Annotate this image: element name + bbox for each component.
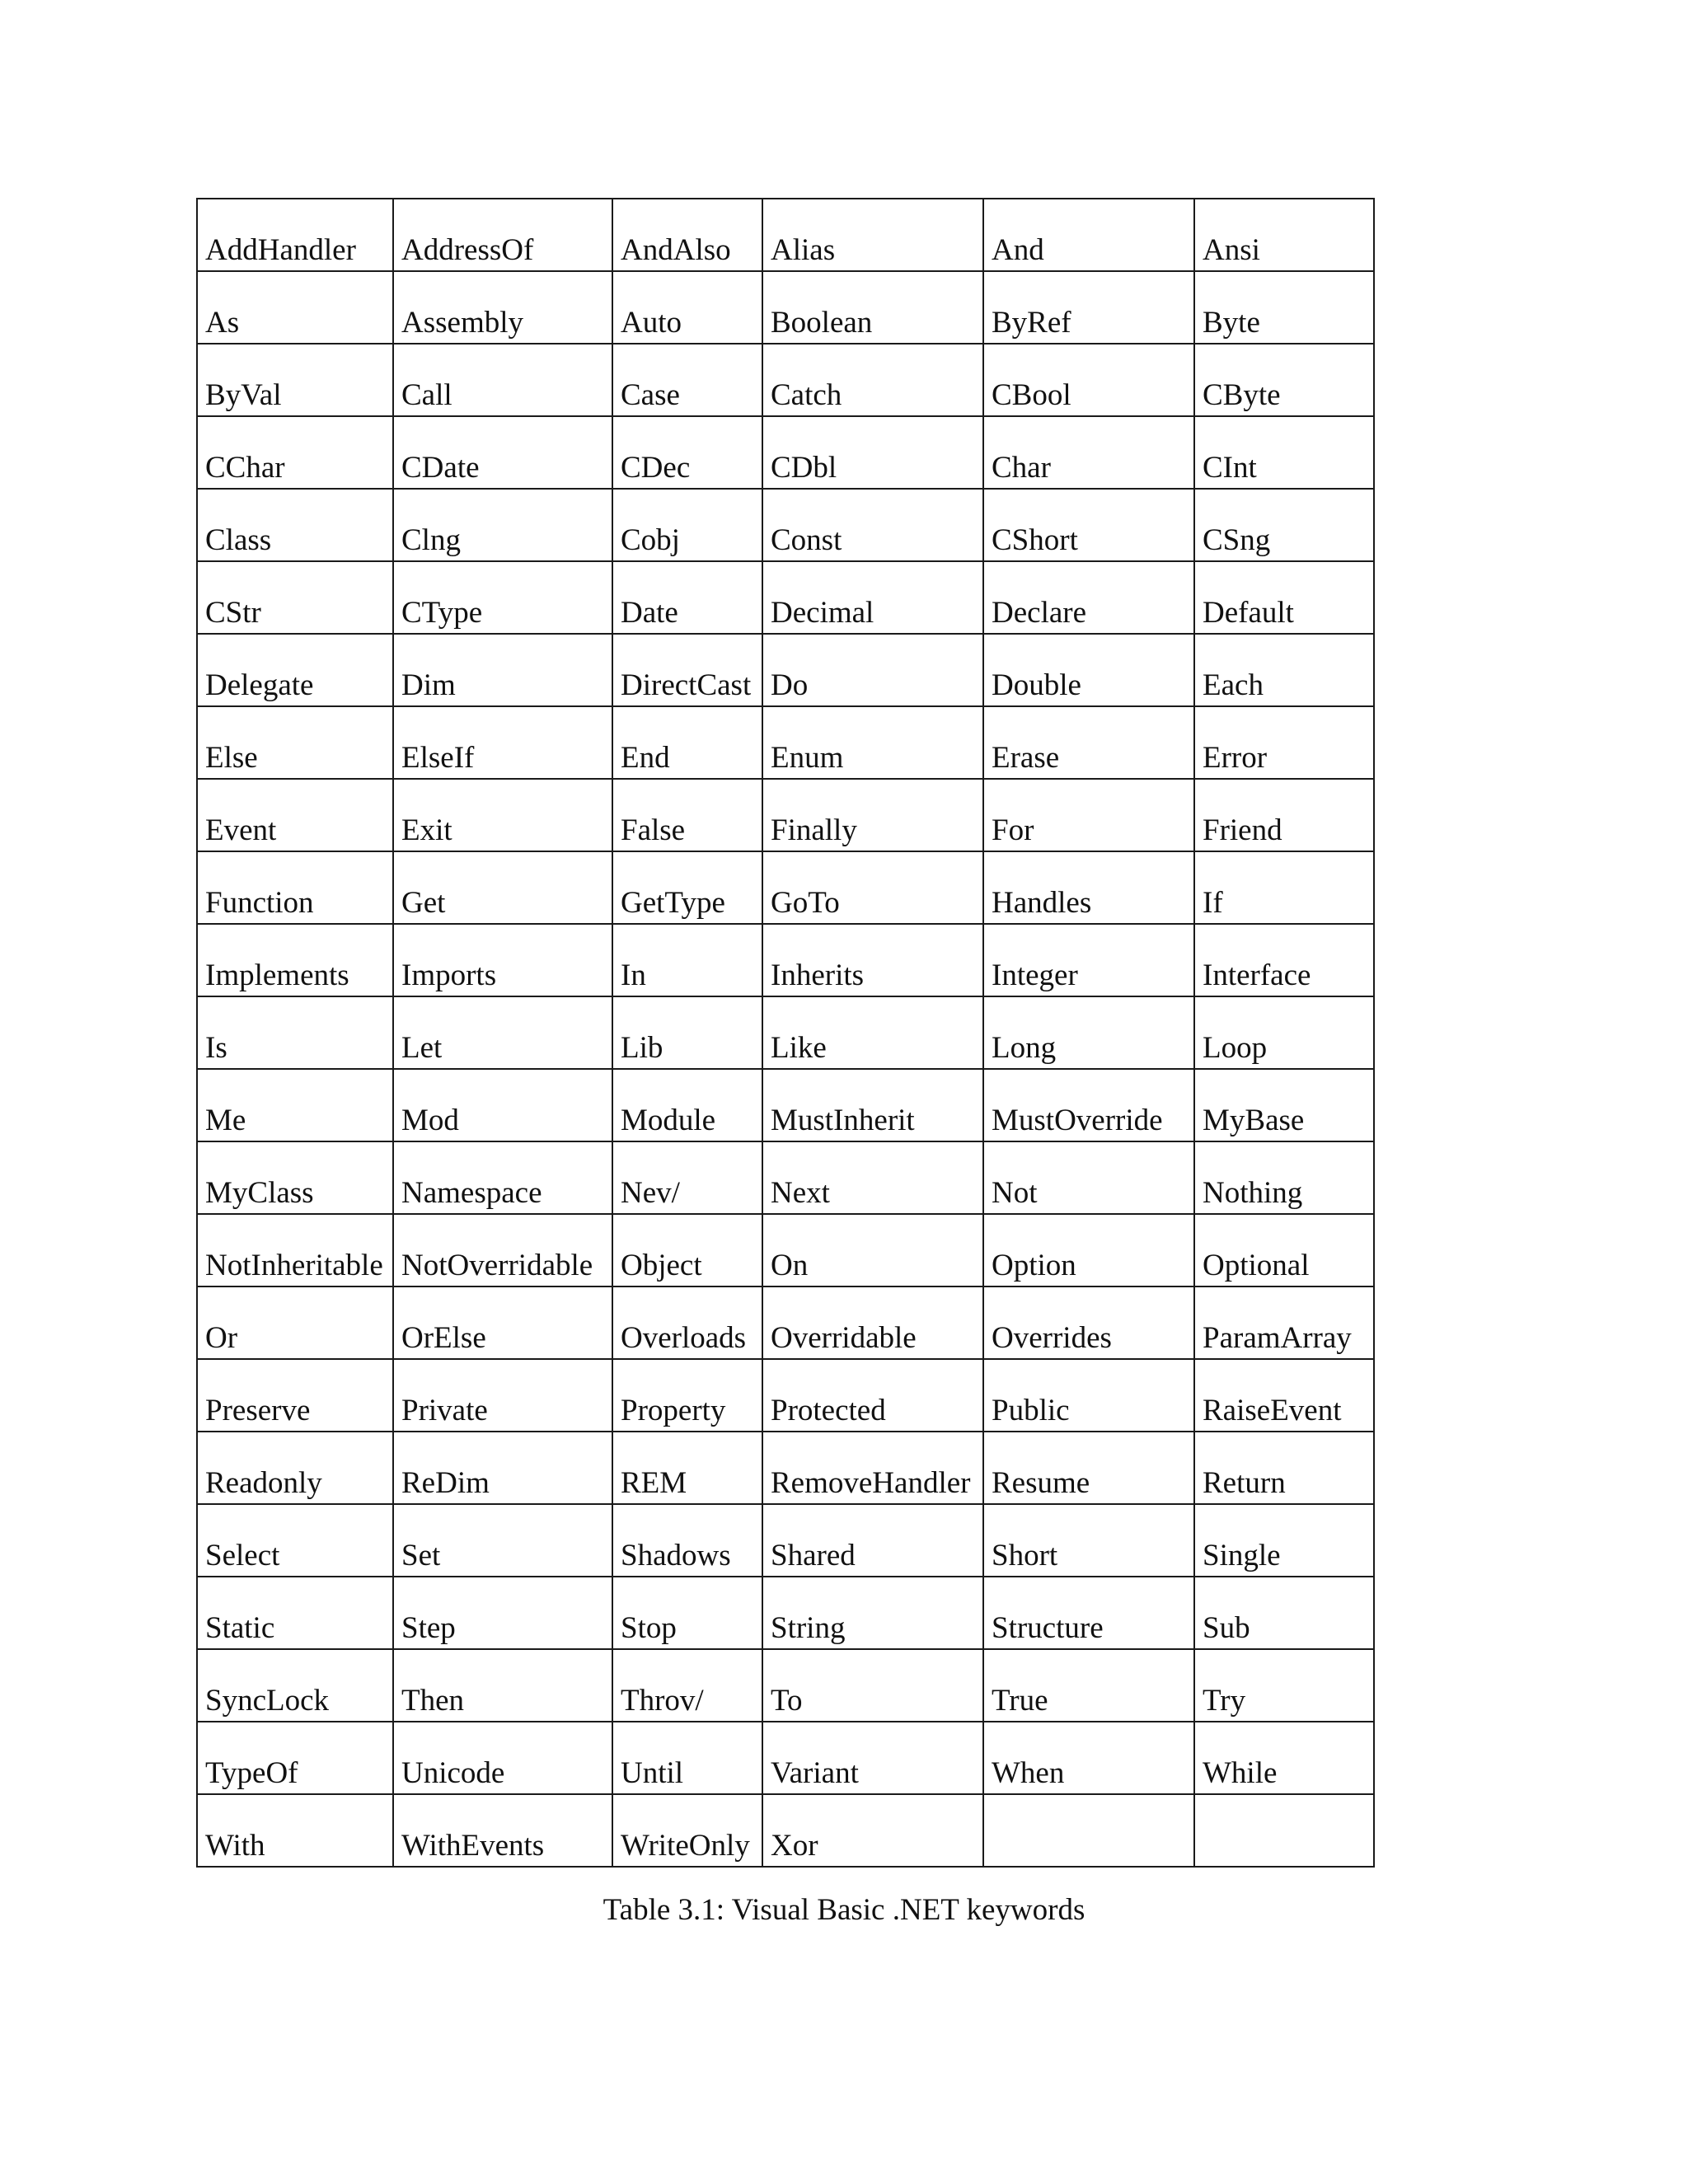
- table-cell: CSng: [1194, 489, 1374, 561]
- table-row: [197, 561, 1374, 634]
- table-row: [197, 1069, 1374, 1141]
- table-cell: Error: [1194, 706, 1374, 779]
- table-cell: Function: [197, 851, 393, 924]
- table-cell: Each: [1194, 634, 1374, 706]
- keywords-table: [196, 198, 1375, 1868]
- table-cell: WriteOnly: [612, 1794, 762, 1867]
- table-cell: Cobj: [612, 489, 762, 561]
- table-cell: Boolean: [762, 271, 983, 344]
- table-cell: Char: [983, 416, 1194, 489]
- table-cell: Resume: [983, 1432, 1194, 1504]
- table-cell: Throv/: [612, 1649, 762, 1722]
- table-cell: Xor: [762, 1794, 983, 1867]
- table-cell: ByRef: [983, 271, 1194, 344]
- table-cell: End: [612, 706, 762, 779]
- table-cell: Optional: [1194, 1214, 1374, 1286]
- table-row: [197, 489, 1374, 561]
- table-cell: Set: [393, 1504, 612, 1577]
- table-cell: WithEvents: [393, 1794, 612, 1867]
- table-cell: Interface: [1194, 924, 1374, 996]
- table-cell: Unicode: [393, 1722, 612, 1794]
- table-cell: On: [762, 1214, 983, 1286]
- table-cell: NotOverridable: [393, 1214, 612, 1286]
- table-cell: RemoveHandler: [762, 1432, 983, 1504]
- table-cell: ParamArray: [1194, 1286, 1374, 1359]
- table-row: [197, 199, 1374, 271]
- table-cell: Auto: [612, 271, 762, 344]
- table-cell: Not: [983, 1141, 1194, 1214]
- table-row: [197, 344, 1374, 416]
- table-cell: REM: [612, 1432, 762, 1504]
- table-cell: Const: [762, 489, 983, 561]
- table-cell: As: [197, 271, 393, 344]
- table-cell: CChar: [197, 416, 393, 489]
- table-cell: Implements: [197, 924, 393, 996]
- table-cell: Class: [197, 489, 393, 561]
- table-row: [197, 1359, 1374, 1432]
- table-cell: Double: [983, 634, 1194, 706]
- table-cell: Return: [1194, 1432, 1374, 1504]
- table-cell: GetType: [612, 851, 762, 924]
- table-cell: CDec: [612, 416, 762, 489]
- table-row: [197, 779, 1374, 851]
- table-cell: CDate: [393, 416, 612, 489]
- table-cell: True: [983, 1649, 1194, 1722]
- table-cell: CShort: [983, 489, 1194, 561]
- table-cell: Property: [612, 1359, 762, 1432]
- table-cell: Then: [393, 1649, 612, 1722]
- table-row: [197, 1794, 1374, 1867]
- table-cell: Declare: [983, 561, 1194, 634]
- table-cell: Inherits: [762, 924, 983, 996]
- table-cell: Try: [1194, 1649, 1374, 1722]
- table-cell: Delegate: [197, 634, 393, 706]
- table-cell: Alias: [762, 199, 983, 271]
- table-row: [197, 634, 1374, 706]
- table-cell: AndAlso: [612, 199, 762, 271]
- table-cell: Exit: [393, 779, 612, 851]
- table-cell: Variant: [762, 1722, 983, 1794]
- table-cell: CBool: [983, 344, 1194, 416]
- table-cell: Imports: [393, 924, 612, 996]
- table-cell: ElseIf: [393, 706, 612, 779]
- table-cell: Get: [393, 851, 612, 924]
- table-cell: TypeOf: [197, 1722, 393, 1794]
- table-cell: Handles: [983, 851, 1194, 924]
- table-cell: AddHandler: [197, 199, 393, 271]
- table-cell: For: [983, 779, 1194, 851]
- table-cell: Ansi: [1194, 199, 1374, 271]
- table-cell: Like: [762, 996, 983, 1069]
- table-cell: Module: [612, 1069, 762, 1141]
- table-row: [197, 1141, 1374, 1214]
- table-row: [197, 416, 1374, 489]
- table-cell: RaiseEvent: [1194, 1359, 1374, 1432]
- table-cell: Else: [197, 706, 393, 779]
- table-cell: Private: [393, 1359, 612, 1432]
- table-cell: Me: [197, 1069, 393, 1141]
- table-cell: If: [1194, 851, 1374, 924]
- table-cell: Protected: [762, 1359, 983, 1432]
- table-row: [197, 1504, 1374, 1577]
- table-row: [197, 271, 1374, 344]
- table-cell: Case: [612, 344, 762, 416]
- table-cell: Let: [393, 996, 612, 1069]
- table-cell: Object: [612, 1214, 762, 1286]
- table-caption: Table 3.1: Visual Basic .NET keywords: [603, 1893, 1085, 1927]
- table-cell: Option: [983, 1214, 1194, 1286]
- table-cell: Shared: [762, 1504, 983, 1577]
- table-cell: Nothing: [1194, 1141, 1374, 1214]
- table-cell: Overridable: [762, 1286, 983, 1359]
- table-row: [197, 1577, 1374, 1649]
- table-cell: Next: [762, 1141, 983, 1214]
- table-cell: Assembly: [393, 271, 612, 344]
- table-cell: In: [612, 924, 762, 996]
- table-cell: Readonly: [197, 1432, 393, 1504]
- table-cell: Is: [197, 996, 393, 1069]
- table-row: [197, 1286, 1374, 1359]
- table-cell: Integer: [983, 924, 1194, 996]
- table-cell: And: [983, 199, 1194, 271]
- table-cell: Event: [197, 779, 393, 851]
- table-cell: Long: [983, 996, 1194, 1069]
- table-cell: Do: [762, 634, 983, 706]
- keywords-table-body: [197, 199, 1374, 1867]
- table-cell: CDbl: [762, 416, 983, 489]
- table-cell: Public: [983, 1359, 1194, 1432]
- table-cell: Overloads: [612, 1286, 762, 1359]
- table-cell: With: [197, 1794, 393, 1867]
- table-cell: MyBase: [1194, 1069, 1374, 1141]
- table-cell: ReDim: [393, 1432, 612, 1504]
- table-cell: When: [983, 1722, 1194, 1794]
- table-cell: DirectCast: [612, 634, 762, 706]
- table-cell: [1194, 1794, 1374, 1867]
- table-cell: Namespace: [393, 1141, 612, 1214]
- table-cell: NotInheritable: [197, 1214, 393, 1286]
- table-row: [197, 706, 1374, 779]
- table-cell: Loop: [1194, 996, 1374, 1069]
- table-row: [197, 996, 1374, 1069]
- table-cell: Overrides: [983, 1286, 1194, 1359]
- table-cell: Or: [197, 1286, 393, 1359]
- table-cell: [983, 1794, 1194, 1867]
- table-cell: Shadows: [612, 1504, 762, 1577]
- table-cell: CByte: [1194, 344, 1374, 416]
- table-cell: Decimal: [762, 561, 983, 634]
- table-cell: Lib: [612, 996, 762, 1069]
- table-cell: CType: [393, 561, 612, 634]
- table-cell: Erase: [983, 706, 1194, 779]
- table-cell: Finally: [762, 779, 983, 851]
- table-row: [197, 1722, 1374, 1794]
- table-cell: CInt: [1194, 416, 1374, 489]
- table-cell: False: [612, 779, 762, 851]
- table-cell: Sub: [1194, 1577, 1374, 1649]
- table-cell: SyncLock: [197, 1649, 393, 1722]
- table-cell: MustInherit: [762, 1069, 983, 1141]
- table-row: [197, 1432, 1374, 1504]
- table-cell: CStr: [197, 561, 393, 634]
- table-cell: Default: [1194, 561, 1374, 634]
- table-cell: AddressOf: [393, 199, 612, 271]
- table-cell: Call: [393, 344, 612, 416]
- table-cell: Catch: [762, 344, 983, 416]
- table-cell: Step: [393, 1577, 612, 1649]
- table-cell: ByVal: [197, 344, 393, 416]
- table-cell: String: [762, 1577, 983, 1649]
- table-cell: Byte: [1194, 271, 1374, 344]
- table-cell: Nev/: [612, 1141, 762, 1214]
- table-cell: MyClass: [197, 1141, 393, 1214]
- table-cell: Preserve: [197, 1359, 393, 1432]
- table-cell: Until: [612, 1722, 762, 1794]
- table-cell: Date: [612, 561, 762, 634]
- table-cell: Clng: [393, 489, 612, 561]
- table-cell: Single: [1194, 1504, 1374, 1577]
- table-cell: OrElse: [393, 1286, 612, 1359]
- table-cell: Enum: [762, 706, 983, 779]
- table-row: [197, 851, 1374, 924]
- table-row: [197, 924, 1374, 996]
- table-cell: MustOverride: [983, 1069, 1194, 1141]
- table-row: [197, 1649, 1374, 1722]
- table-cell: Static: [197, 1577, 393, 1649]
- table-row: [197, 1214, 1374, 1286]
- table-cell: Mod: [393, 1069, 612, 1141]
- table-cell: While: [1194, 1722, 1374, 1794]
- table-cell: To: [762, 1649, 983, 1722]
- table-cell: GoTo: [762, 851, 983, 924]
- table-cell: Select: [197, 1504, 393, 1577]
- table-cell: Structure: [983, 1577, 1194, 1649]
- table-cell: Stop: [612, 1577, 762, 1649]
- table-cell: Short: [983, 1504, 1194, 1577]
- table-cell: Friend: [1194, 779, 1374, 851]
- table-cell: Dim: [393, 634, 612, 706]
